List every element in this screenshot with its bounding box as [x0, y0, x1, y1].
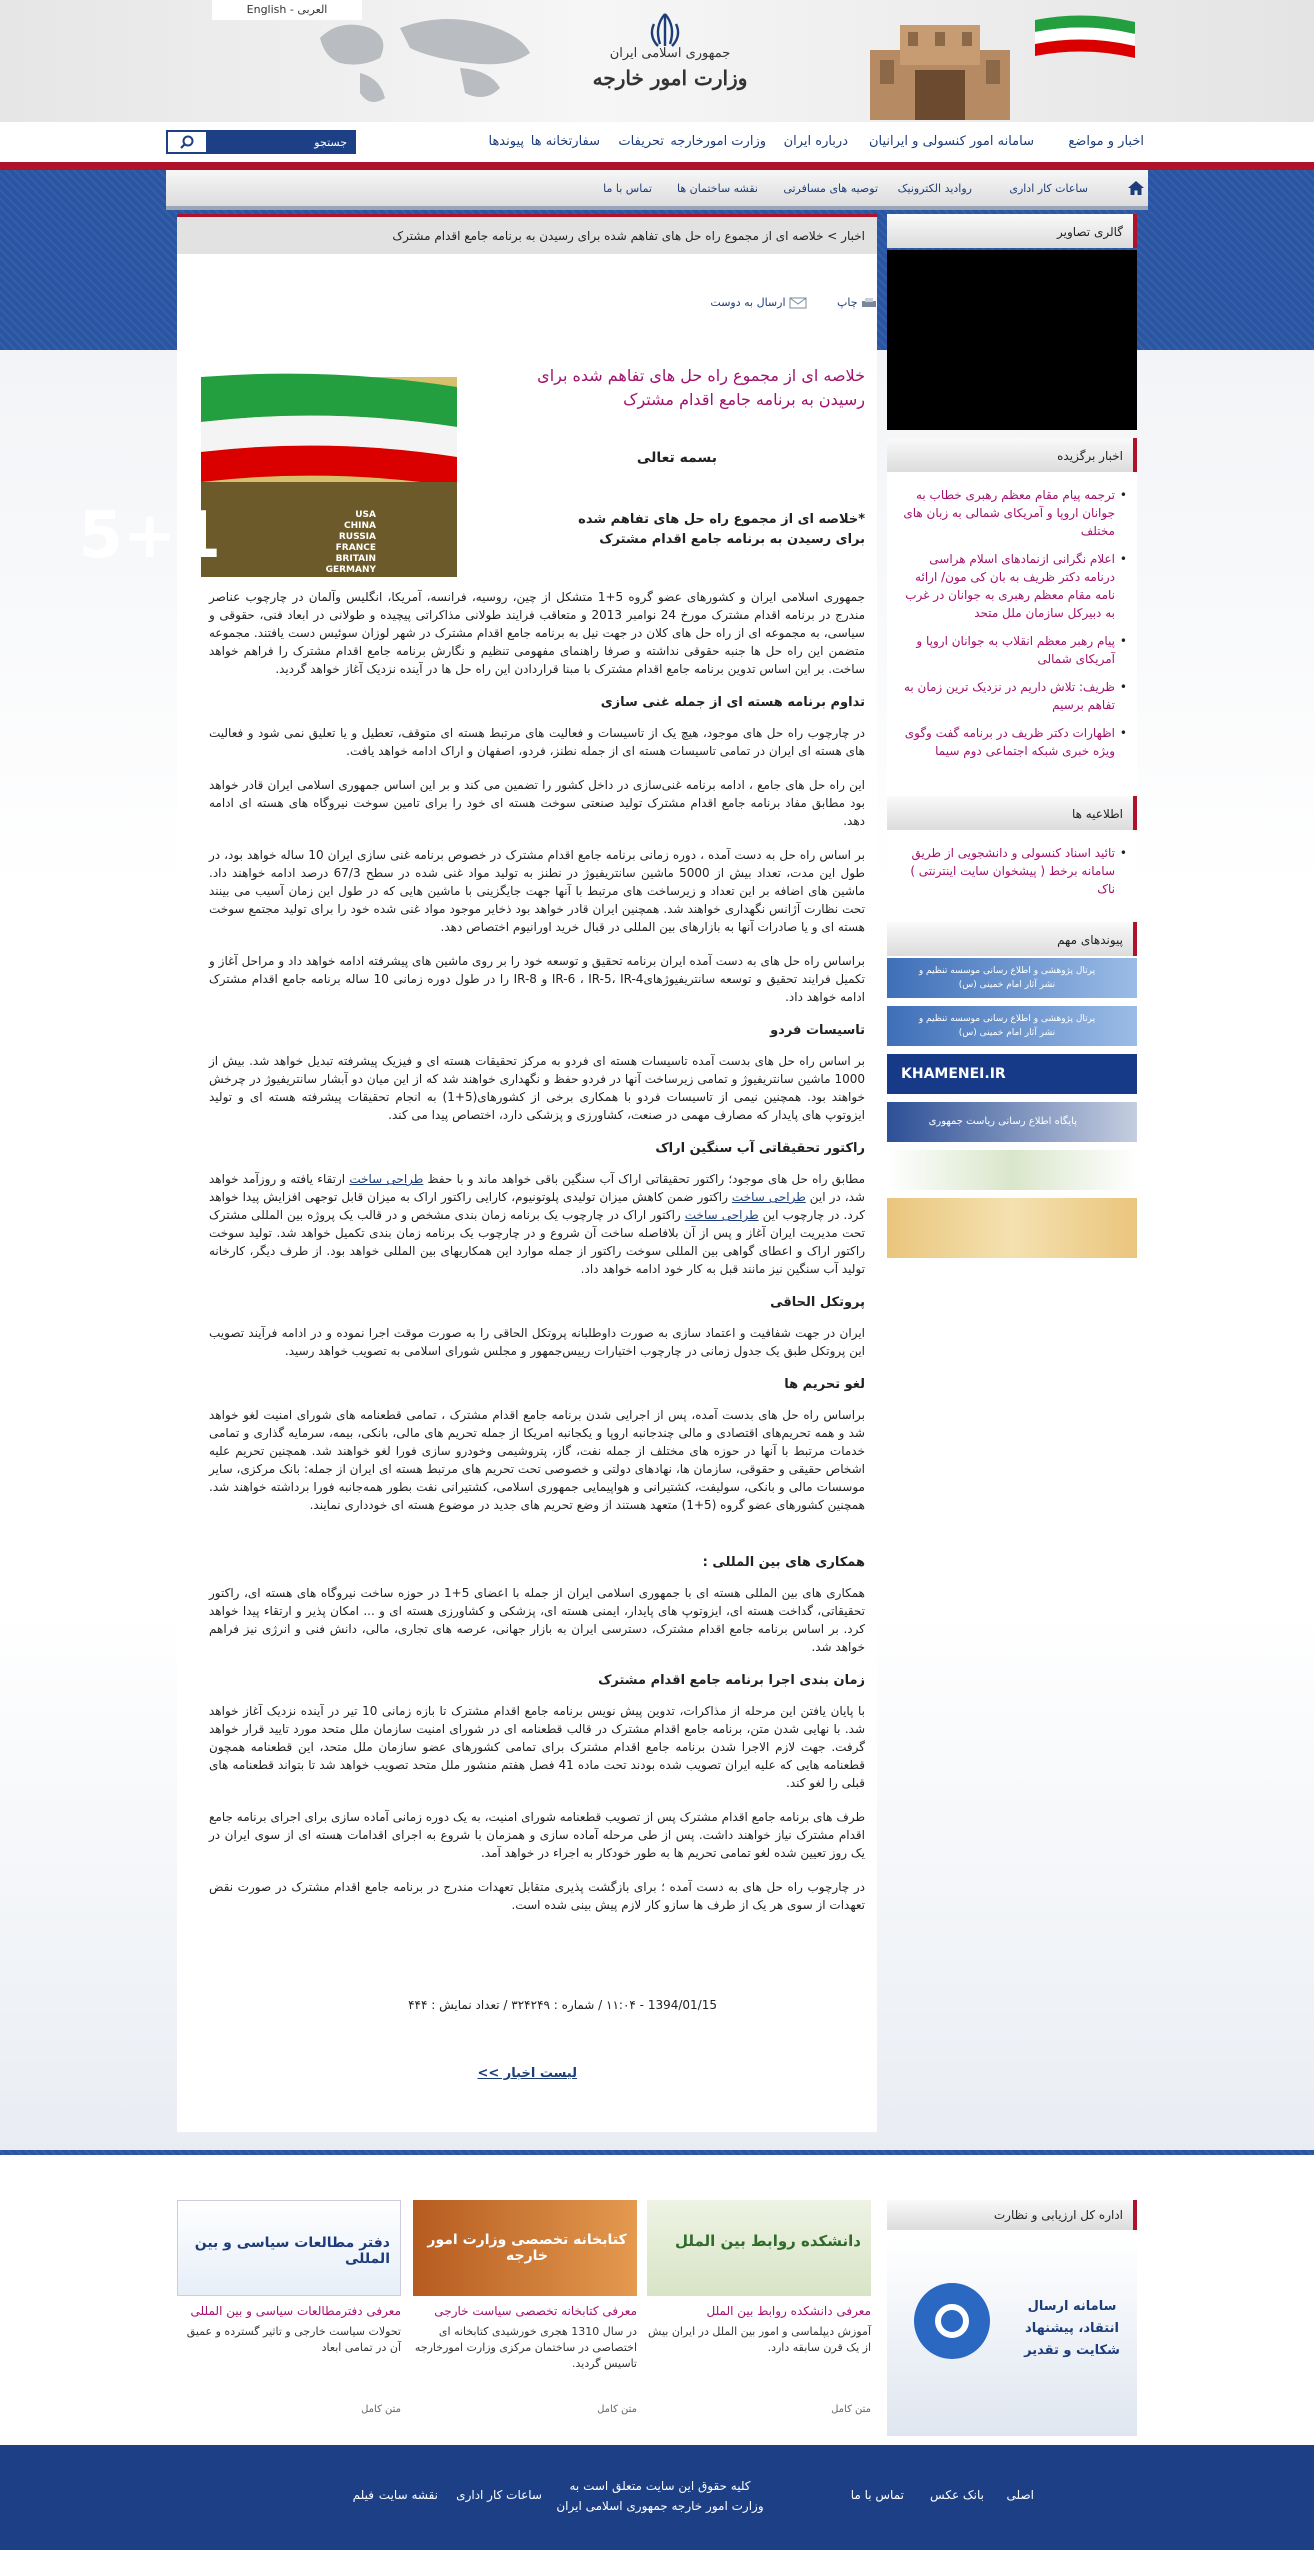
studies-banner[interactable] [177, 2200, 401, 2296]
world-map-icon [300, 8, 560, 113]
envelope-icon [789, 297, 807, 309]
home-icon[interactable] [1126, 178, 1146, 198]
notice-item[interactable]: • تائید اسناد کنسولی و دانشجویی از طریق سامانه برخط ( پیشخوان سایت اینترنتی ) ناک [899, 844, 1127, 898]
nav-news[interactable]: اخبار و مواضع [1068, 134, 1144, 149]
section-heading: زمان بندی اجرا برنامه جامع اقدام مشترک [598, 1673, 865, 1688]
footer-link-home[interactable]: اصلی [1006, 2488, 1034, 2502]
banner-khamenei[interactable] [887, 1054, 1137, 1094]
image-country: FRANCE [335, 543, 376, 553]
paragraph: جمهوری اسلامی ایران و کشورهای عضو گروه 5+1 متشکل از چین، روسیه، فرانسه، آمریکا، انگلیس وآلمان در چارچوب عناصر مندرج در برنامه اقدام مشترک مورخ 24 نوامبر 2013 و متعاقب فرایند طولانی مذاکراتی پیچیده و طولانی در ابعاد فنی، حقوقی و سیاسی، به مجموعه ای از راه حل های کلان در جهت نیل به برنامه جامع اقدام مشترک در شهر لوزان سوئیس دست یافتند. مجموعه متضمن این راه حل ها جنبه حقوقی نداشته و صرفا راهنمای مفهومی تنظیم و نگارش برنامه جامع اقدام مشترک را فراهم خواهد ساخت. بر این اساس تدوین برنامه جامع اقدام مشترک با مبنا قراردادن این راه حل ها در آینده نزدیک آغاز خواهد گردید. [209, 590, 866, 676]
print-label: چاپ [836, 296, 858, 309]
library-banner[interactable] [413, 2200, 637, 2296]
nav-links[interactable]: پیوندها [488, 134, 524, 149]
paragraph: بر اساس راه حل به دست آمده ، دوره زمانی برنامه جامع اقدام مشترک در خصوص برنامه غنی سازی ایران 10 ساله خواهد بود، در طول این مدت، تعداد بیش از 5000 ماشین سانتریفیوژ در نطنز به تولید مواد غنی شده در سطح 67/3 درصد ادامه خواهند داد. ماشین های اضافه بر این تعداد و زیرساخت های مرتبط با آنها جهت جایگزینی با ماشین هایی که در طول این زمان آسیب می بینند تحت نظارت آژانس نگهداری خواهند شد. همچنین ایران قادر خواهد بود ذخایر موجود مواد غنی شده خود را برای تولید مجتمع سوخت هسته ای و یا صادرات آنها به بازارهای بین المللی در قبال خرید اورانیوم اختصاص دهد. [209, 848, 865, 934]
logo-ministry: وزارت امور خارجه [592, 66, 748, 90]
featured-item[interactable]: • ظریف: تلاش داریم در نزدیک ترین زمان به تفاهم برسیم [899, 678, 1127, 714]
complaint-system-banner[interactable] [887, 2236, 1137, 2436]
footer-link-hours[interactable]: ساعات کار اداری [456, 2488, 542, 2502]
basmala: بسمه تعالی [636, 450, 717, 466]
article-title: خلاصه ای از مجموع راه حل های تفاهم شده برای رسیدن به برنامه جامع اقدام مشترک [537, 366, 865, 409]
paragraph-part: راکتور اراک در چارچوب یک برنامه زمان بندی مشخص و در قالب یک پروژه بین المللی مشترک تحت مدیریت ایران آغاز و پس از آن بلافاصله ساخت آن شروع و در چارچوب یک برنامه زمان بندی تکمیل خواهد شد. تولید سوخت راکتور اراک و اعطای گواهی بین المللی سوخت راکتور از جمله موارد این همکاریهای بین المللی خواهد بود. از طرف دیگر، کارخانه تولید آب سنگین نیز مانند قبل به کار خود ادامه خواهد داد. [209, 1208, 865, 1276]
language-switcher [212, 0, 362, 20]
nav-embassies[interactable]: سفارتخانه ها [530, 134, 600, 149]
paragraph: طرف های برنامه جامع اقدام مشترک پس از تصویب قطعنامه شورای امنیت، به یک دوره زمانی آماده سازی برای اجرای برنامه جامع اقدام مشترک نیاز خواهند داشت. پس از طی مرحله آماده سازی و همزمان با شروع به اجرای اقدامات هسته ای از سوی ایران در یک روز تعیین شده لغو تمامی تحریم ها به طور خودکار به اجراء در خواهد آمد. [209, 1810, 865, 1860]
featured-list [887, 472, 1137, 760]
paragraph-part: مطابق راه حل های موجود؛ راکتور تحقیقاتی اراک آب سنگین باقی خواهد ماند و با حفظ [427, 1172, 866, 1186]
gate-building-icon [860, 10, 1020, 120]
paragraph-part: راکتور ضمن کاهش میزان تولیدی پلوتونیوم، کارایی راکتور اراک به میزان قابل توجهی افزایش پیدا خواهد کرد. در چارچوب این [209, 1190, 865, 1222]
nav-consular[interactable]: سامانه امور کنسولی و ایرانیان [868, 134, 1034, 149]
banner-imam-portal[interactable] [887, 958, 1137, 998]
footer-link-photos[interactable]: بانک عکس [930, 2488, 984, 2502]
school-banner-label: دانشکده روابط بین الملل [674, 2232, 861, 2250]
paragraph: در چارچوب راه حل های به دست آمده ؛ برای بازگشت پذیری متقابل تعهدات مندرج در برنامه جامع اقدام مشترک در صورت نقض تعهدات از سوی هر یک از طرف ها سازو کار لازم پیش بینی شده است. [209, 1880, 865, 1912]
banner-label: پرتال پژوهشی و اطلاع رسانی موسسه تنظیم و نشر آثار امام خمینی (س) [918, 1014, 1096, 1038]
search-box [166, 130, 356, 154]
paragraph: با پایان یافتن این مرحله از مذاکرات، تدوین پیش نویس برنامه جامع اقدام مشترک تا بازه زمانی 10 تیر در آینده نزدیک آغاز خواهد شد. با نهایی شدن متن، برنامه جامع اقدام مشترک در قالب قطعنامه ای در شورای امنیت سازمان ملل متحد مورد تایید قرار خواهد گرفت. جهت لازم الاجرا شدن برنامه جامع اقدام مشترک برای تمامی کشورهای عضو سازمان ملل متحد، این قطعنامه همچون قطعنامه هایی که علیه ایران تصویب شده بودند تحت ماده 41 فصل هفتم منشور ملل متحد تصویب خواهد شد تا بتواند قطعنامه های قبلی را لغو کند. [209, 1704, 865, 1790]
nav-distortions[interactable]: تحریفات [618, 134, 664, 149]
lang-english[interactable]: English [246, 3, 287, 16]
article-body [209, 588, 865, 1930]
footer-box-title: اداره کل ارزیابی و نظارت [887, 2200, 1137, 2230]
lang-arabic[interactable]: العربی [297, 3, 328, 16]
section-heading: تداوم برنامه هسته ای از جمله غنی سازی [600, 695, 865, 710]
featured-item[interactable]: • پیام رهبر معظم انقلاب به جوانان اروپا و آمریکای شمالی [899, 632, 1127, 668]
footer-box-school [647, 2200, 871, 2440]
design-link[interactable]: طراحی ساخت [684, 1208, 759, 1222]
paragraph: همکاری های بین المللی هسته ای با جمهوری اسلامی ایران از جمله با اعضای 5+1 در حوزه ساخت نیروگاه های هسته ای، راکتور تحقیقاتی، گداخت هسته ای، ایزوتوپ های پایدار، ایمنی هسته ای، پزشکی و کشاورزی هسته ای و ... امکان پذیر و ارتقاء پیدا خواهد کرد. بر اساس برنامه جامع اقدام مشترک، دسترسی ایران به بازار جهانی، عرصه های تجاری، مالی، دانش فنی و انرژی نیز فراهم خواهد شد. [209, 1586, 866, 1654]
emblem-icon [640, 10, 690, 50]
library-banner-label: کتابخانه تخصصی وزارت امور خارجه [427, 2232, 627, 2264]
sub-nav-travel[interactable]: توصیه های مسافرتی [783, 182, 878, 195]
banner-flags[interactable] [887, 1150, 1137, 1190]
lang-sep: - [286, 3, 298, 16]
footer-box-title[interactable]: معرفی دانشکده روابط بین الملل [706, 2304, 871, 2318]
secondary-navigation [166, 170, 1148, 206]
logo-country: جمهوری اسلامی ایران [609, 46, 731, 61]
footer-box-text: تحولات سیاست خارجی و تاثیر گسترده و عمیق آن در تمامی ابعاد [186, 2325, 401, 2354]
paragraph: در چارچوب راه حل های موجود، هیچ یک از تاسیسات و فعالیت های مرتبط هسته ای متوقف، تعطیل و یا تعلیق نمی شود و فعالیت های هسته ای ایران در تمامی تاسیسات هسته ای از جمله نطنز، فردو، اصفهان و اراک ادامه خواهد یافت. [209, 726, 865, 758]
site-header [0, 0, 1314, 122]
header-divider [0, 162, 1314, 170]
footer-box-library [413, 2200, 637, 2440]
footer-box-title[interactable]: معرفی کتابخانه تخصصی سیاست خارجی [434, 2304, 637, 2318]
article-container [78, 214, 877, 2132]
notices-box [887, 830, 1137, 930]
featured-box [887, 472, 1137, 822]
links-heading: پیوندهای مهم [887, 922, 1137, 956]
paragraph: ایران در جهت شفافیت و اعتماد سازی به صورت داوطلبانه پروتکل الحاقی را به صورت موقت اجرا نموده و در ادامه فرآیند تصویب این پروتکل طبق یک جدول زمانی در چارچوب اختیارات رییس‌جمهور و مجلس شورای اسلامی به تصویب خواهد رسید. [209, 1326, 865, 1358]
search-icon [168, 132, 206, 152]
sub-nav-hours[interactable]: ساعات کار اداری [1009, 182, 1088, 195]
email-at-icon [907, 2276, 997, 2366]
print-link[interactable] [837, 296, 877, 309]
search-button[interactable] [167, 131, 207, 153]
image-country: BRITAIN [335, 554, 376, 564]
send-to-friend-link[interactable] [710, 296, 807, 309]
footer-box-text: آموزش دیپلماسی و امور بین الملل در ایران بیش از یک قرن سابقه دارد. [647, 2325, 871, 2354]
section-heading: راکتور تحقیقاتی آب سنگین اراک [655, 1141, 865, 1156]
paragraph: براساس راه حل های بدست آمده، پس از اجرایی شدن برنامه جامع اقدام مشترک ، تمامی قطعنامه های شورای امنیت لغو خواهد شد و همه تحریم‌های اقتصادی و مالی چندجانبه اروپا و یکجانبه امریکا از جمله تحریم های مالی، بانکی، بیمه، سرمایه گذاری و تمامی خدمات مرتبط با آنها در حوزه های مختلف از جمله نفت، گاز، پتروشیمی وخودرو سازی فورا لغو خواهند شد. همچنین تحریم علیه اشخاص حقیقی و حقوقی، سازمان ها، نهادهای دولتی و خصوصی تحت تحریم های مرتبط هسته ای ایران از جمله: بانک مرکزی، سایر موسسات مالی و بانکی، سولیفت، کشتیرانی و هواپیمایی جمهوری اسلامی، کشتیرانی نفت بطور همه‌جانبه فورا برداشته خواهند شد. همچنین کشورهای عضو گروه (5+1) متعهد هستند از وضع تحریم های جدید در موضوع هسته ای خودداری نمایند. [209, 1408, 865, 1512]
article-meta: 1394/01/15 - ۱۱:۰۴ / شماره : ۳۲۴۲۴۹ / تعداد نمایش : ۴۴۴ [408, 1998, 717, 2012]
breadcrumb[interactable]: اخبار > خلاصه ای از مجموع راه حل های تفاهم شده برای رسیدن به برنامه جامع اقدام مشترک [177, 214, 877, 254]
iran-flag-icon [1030, 10, 1140, 70]
footer-box-oversight [887, 2200, 1137, 2440]
image-country: CHINA [344, 521, 376, 531]
paragraph-with-links [209, 1170, 865, 1278]
paragraph: بر اساس راه حل های بدست آمده تاسیسات هسته ای فردو به مرکز تحقیقات هسته ای و فیزیک پیشرفته تبدیل خواهد شد. بیش از 1000 ماشین سانتریفیوژ و تمامی زیرساخت آنها در فردو حفظ و نگهداری خواهند شد که از این میان دو آبشار سانتریفیوژ در چرخش خواهند بود. همچنین نیمی از تاسیسات فردو با همکاری برخی از کشورهای(5+1) به انجام تحقیقات پیشرفته هسته ای و تولید ایزوتوپ های پایدار که مصارف مهمی در صنعت، کشاورزی و پزشکی دارد، اختصاص پیدا می کند. [209, 1054, 865, 1122]
section-heading: همکاری های بین المللی : [702, 1555, 865, 1570]
banner-label: KHAMENEI.IR [901, 1066, 1006, 1082]
image-country: RUSSIA [338, 532, 376, 542]
featured-item[interactable]: • اظهارات دکتر ظریف در برنامه گفت وگوی ویژه خبری شبکه اجتماعی دوم سیما [899, 724, 1127, 760]
school-banner[interactable] [647, 2200, 871, 2296]
design-link[interactable]: طراحی ساخت [349, 1172, 424, 1186]
footer-box-studies [177, 2200, 401, 2440]
read-more-link[interactable]: متن کامل [831, 2404, 871, 2415]
footer-box-title[interactable]: معرفی دفترمطالعات سیاسی و بین المللی [190, 2304, 401, 2318]
copyright [540, 2476, 780, 2516]
paragraph: براساس راه حل های به دست آمده ایران برنامه تحقیق و توسعه خود را بر روی ماشین های پیشرفته ادامه خواهد داد و مراحل آغاز و تکمیل فرایند تحقیق و توسعه سانتریفیوژهایIR-6 ، IR-5، IR-4 و IR-8 را در طول دوره زمانی 10 ساله برنامه جامع اقدام مشترک ادامه خواهد داد. [209, 954, 865, 1004]
featured-item[interactable]: • اعلام نگرانی ازنمادهای اسلام هراسی درنامه دکتر ظریف به بان کی مون/ ارائه نامه مقام معظم رهبری به جوانان در غرب به دبیرکل سازمان ملل متحد [899, 550, 1127, 622]
sub-nav-evisa[interactable]: روادید الکترونیک [897, 182, 972, 195]
read-more-link[interactable]: متن کامل [597, 2404, 637, 2415]
nav-ministry[interactable]: وزارت امورخارجه [670, 134, 766, 149]
notices-list [887, 830, 1137, 898]
featured-item[interactable]: • ترجمه پیام مقام معظم رهبری خطاب به جوانان اروپا و آمریکای شمالی به زبان های مختلف [899, 486, 1127, 540]
featured-heading: اخبار برگزیده [887, 438, 1137, 472]
design-link[interactable]: طراحی ساخت [731, 1190, 806, 1204]
section-heading: پروتکل الحاقی [770, 1295, 865, 1310]
footer-box-text: در سال 1310 هجری خورشیدی کتابخانه ای اختصاصی در ساختمان مرکزی وزارت امورخارجه تاسیس گردید. [414, 2325, 637, 2370]
article-subtitle: *خلاصه ای از مجموع راه حل های تفاهم شده برای رسیدن به برنامه جامع اقدام مشترک [578, 512, 865, 547]
news-list-link[interactable]: لیست اخبار >> [477, 2066, 577, 2081]
sub-nav-contact[interactable]: تماس با ما [603, 182, 652, 195]
image-country: GERMANY [325, 565, 376, 575]
section-heading: لغو تحریم ها [784, 1377, 865, 1392]
footer-link-film[interactable]: فیلم [352, 2488, 374, 2502]
sub-nav-map[interactable]: نقشه ساختمان ها [677, 182, 758, 195]
image-country: USA [355, 510, 376, 520]
article-image [78, 377, 457, 577]
printer-icon [861, 297, 877, 309]
complaint-system-label: سامانه ارسال انتقاد، پیشنهاد شکایت و تقدیر [1024, 2299, 1120, 2358]
notices-heading: اطلاعیه ها [887, 796, 1137, 830]
banner-label: پایگاه اطلاع رسانی ریاست جمهوری [928, 1116, 1077, 1127]
image-5plus1-text: 5+1 [78, 499, 221, 573]
paragraph: این راه حل های جامع ، ادامه برنامه غنی‌سازی در داخل کشور را تضمین می کند و بر این اساس جمهوری اسلامی ایران قادر خواهد بود مطابق مفاد برنامه جامع اقدام مشترک تولید صنعتی سوخت هسته ای خود را برای تامین سوخت نیروگاه های هسته ای ادامه دهد. [209, 778, 865, 828]
banner-imam-portal-2[interactable] [887, 1006, 1137, 1046]
copyright-line1: کلیه حقوق این سایت متعلق است به [569, 2479, 751, 2493]
gallery-heading: گالری تصاویر [887, 214, 1137, 248]
footer-link-sitemap[interactable]: نقشه سایت [378, 2488, 438, 2502]
sub-nav-rule [166, 206, 1148, 210]
send-label: ارسال به دوست [710, 296, 786, 309]
copyright-line2: وزارت امور خارجه جمهوری اسلامی ایران [556, 2499, 764, 2513]
studies-banner-label: دفتر مطالعات سیاسی و بین المللی [194, 2235, 390, 2267]
search-input[interactable] [209, 133, 351, 151]
read-more-link[interactable]: متن کامل [361, 2404, 401, 2415]
banner-president[interactable] [887, 1102, 1137, 1142]
nav-about-iran[interactable]: درباره ایران [783, 134, 848, 149]
footer-link-contact[interactable]: تماس با ما [850, 2488, 904, 2502]
paragraph-part: ارتقاء یافته و روزآمد خواهد شد، در این [209, 1172, 865, 1204]
sidebar [887, 214, 1137, 1324]
banner-label: پرتال پژوهشی و اطلاع رسانی موسسه تنظیم و نشر آثار امام خمینی (س) [918, 966, 1096, 990]
section-heading: تاسیسات فردو [770, 1023, 865, 1038]
gallery-viewer[interactable] [887, 250, 1137, 430]
banner-calligraphy[interactable] [887, 1198, 1137, 1258]
